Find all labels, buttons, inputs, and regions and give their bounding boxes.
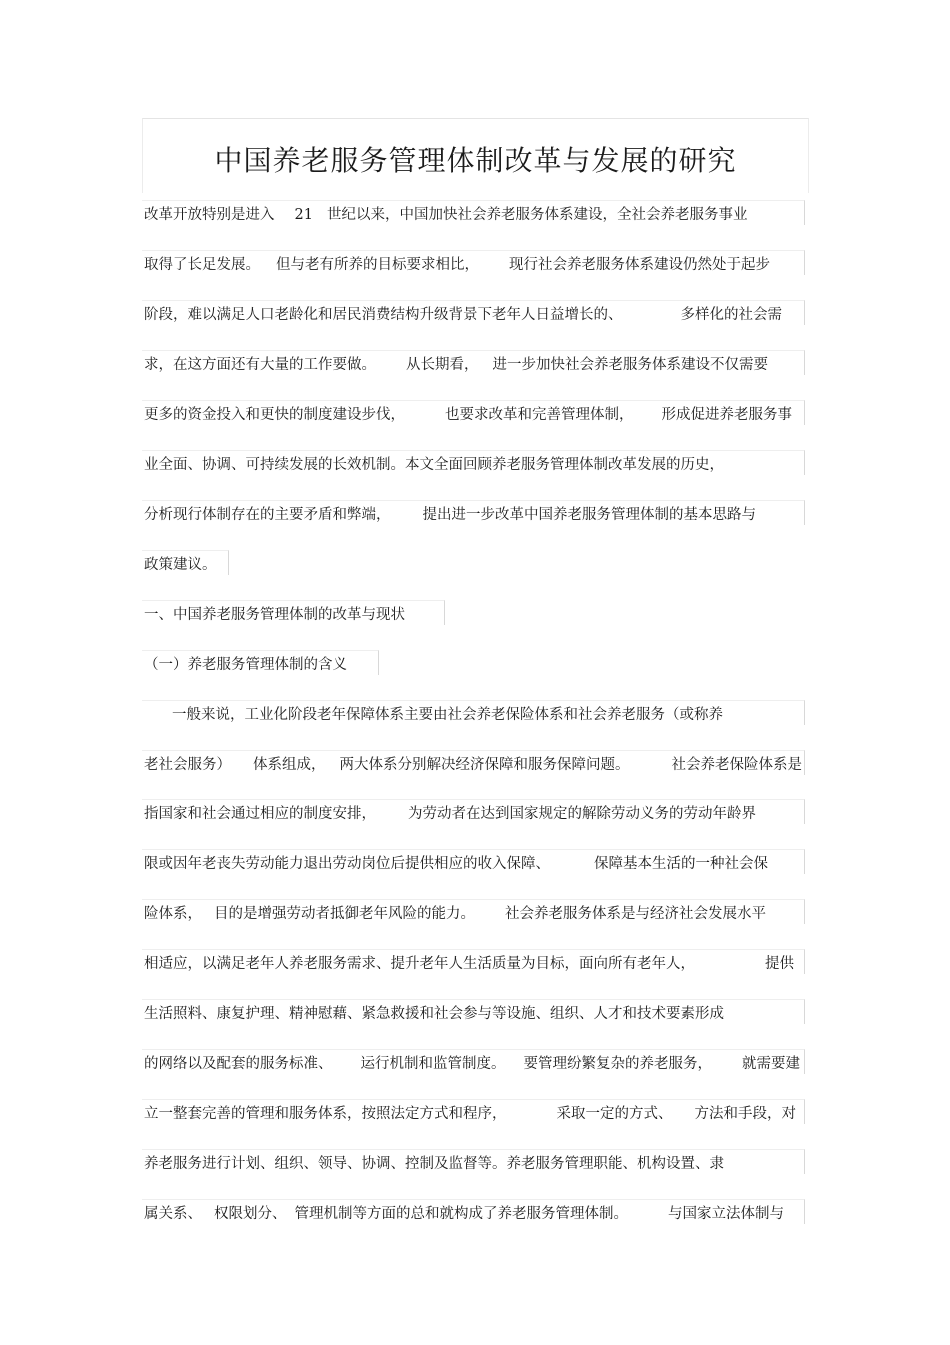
text-segment: 政策建议。: [144, 557, 217, 573]
text-segment: 取得了长足发展。: [144, 257, 260, 273]
text-line: [144, 1001, 724, 1027]
text-segment: 更多的资金投入和更快的制度建设步伐，: [144, 407, 405, 423]
text-line: [144, 702, 723, 728]
text-line: [144, 252, 770, 278]
text-segment: 两大体系分别解决经济保障和服务保障问题。: [339, 757, 630, 773]
text-line: [144, 901, 766, 927]
text-line: [144, 801, 756, 827]
text-segment: 就需要建: [742, 1056, 800, 1072]
text-segment: 阶段，难以满足人口老龄化和居民消费结构升级背景下老年人日益增长的、: [144, 307, 623, 323]
text-segment: 进一步加快社会养老服务体系建设不仅需要: [492, 357, 768, 373]
text-line: [144, 452, 724, 478]
text-line: [144, 302, 782, 328]
text-segment: 社会养老保险体系是: [671, 757, 802, 773]
text-line: [144, 951, 794, 977]
text-segment: 相适应，以满足老年人养老服务需求、提升老年人生活质量为目标，面向所有老年人，: [144, 956, 695, 972]
text-segment: 老社会服务）: [144, 757, 231, 773]
text-segment: 形成促进养老服务事: [661, 407, 792, 423]
document-title: 中国养老服务管理体制改革与发展的研究: [214, 144, 737, 177]
text-segment: 管理机制等方面的总和就构成了养老服务管理体制。: [294, 1206, 628, 1222]
text-segment: 属关系、: [144, 1206, 202, 1222]
text-segment: 限或因年老丧失劳动能力退出劳动岗位后提供相应的收入保障、: [144, 856, 550, 872]
text-segment: 一、中国养老服务管理体制的改革与现状: [144, 607, 405, 623]
text-segment: 立一整套完善的管理和服务体系，按照法定方式和程序，: [144, 1106, 507, 1122]
text-segment: 求，在这方面还有大量的工作要做。: [144, 357, 376, 373]
text-line: [144, 502, 756, 528]
text-segment: 运行机制和监管制度。: [360, 1056, 506, 1072]
text-segment: 业全面、协调、可持续发展的长效机制。本文全面回顾养老服务管理体制改革发展的历史，: [144, 457, 724, 473]
text-segment: 多样化的社会需: [680, 307, 782, 323]
text-segment: 险体系，: [144, 906, 202, 922]
text-line: [144, 202, 747, 228]
text-segment: 的网络以及配套的服务标准、: [144, 1056, 333, 1072]
text-segment: 权限划分、: [214, 1206, 287, 1222]
subsection-heading: [144, 652, 347, 678]
text-segment: 体系组成，: [253, 757, 326, 773]
text-segment: 提供: [765, 956, 794, 972]
text-segment: 也要求改革和完善管理体制，: [445, 407, 634, 423]
text-line: [144, 752, 802, 778]
text-segment: 提出进一步改革中国养老服务管理体制的基本思路与: [422, 507, 756, 523]
text-segment: 但与老有所养的目标要求相比，: [276, 257, 479, 273]
text-segment: 指国家和社会通过相应的制度安排，: [144, 806, 376, 822]
text-segment: 分析现行体制存在的主要矛盾和弊端，: [144, 507, 391, 523]
text-line: [144, 851, 768, 877]
text-line: [144, 1101, 796, 1127]
text-segment: 21: [294, 207, 313, 223]
text-segment: 现行社会养老服务体系建设仍然处于起步: [509, 257, 770, 273]
title-frame: [142, 118, 809, 193]
text-line: [144, 352, 768, 378]
text-segment: 与国家立法体制与: [668, 1206, 784, 1222]
text-segment: 要管理纷繁复杂的养老服务，: [523, 1056, 712, 1072]
text-segment: 世纪以来，中国加快社会养老服务体系建设，全社会养老服务事业: [326, 207, 748, 223]
text-segment: 方法和手段，对: [694, 1106, 796, 1122]
text-segment: （一）养老服务管理体制的含义: [144, 657, 347, 673]
text-line: [144, 402, 792, 428]
text-segment: 从长期看，: [406, 357, 479, 373]
text-segment: 生活照料、康复护理、精神慰藉、紧急救援和社会参与等设施、组织、人才和技术要素形成: [144, 1006, 724, 1022]
text-line: [144, 1051, 800, 1077]
text-segment: 改革开放特别是进入: [144, 207, 275, 223]
text-segment: 社会养老服务体系是与经济社会发展水平: [505, 906, 766, 922]
text-line: [144, 1151, 724, 1177]
text-segment: 保障基本生活的一种社会保: [594, 856, 768, 872]
text-segment: 为劳动者在达到国家规定的解除劳动义务的劳动年龄界: [408, 806, 756, 822]
text-segment: 养老服务进行计划、组织、领导、协调、控制及监督等。养老服务管理职能、机构设置、隶: [144, 1156, 724, 1172]
text-segment: 目的是增强劳动者抵御老年风险的能力。: [214, 906, 475, 922]
section-heading: [144, 602, 405, 628]
text-line: [144, 1201, 784, 1227]
text-segment: 采取一定的方式、: [556, 1106, 673, 1122]
text-segment: 一般来说，工业化阶段老年保障体系主要由社会养老保险体系和社会养老服务（或称养: [172, 707, 723, 723]
text-line: [144, 552, 217, 578]
